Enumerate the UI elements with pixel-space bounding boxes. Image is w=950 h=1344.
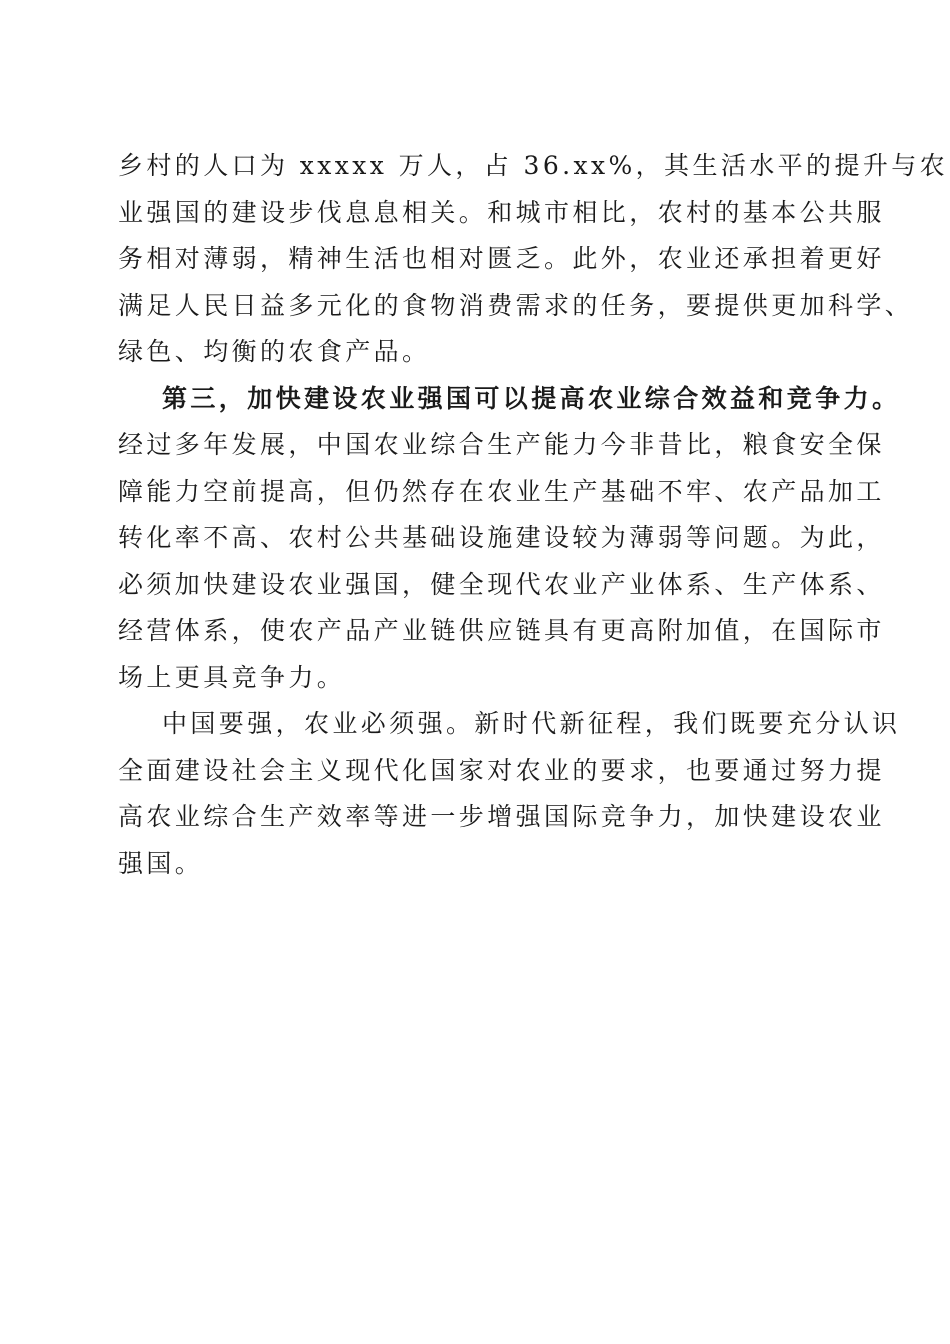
paragraph-rural-population	[118, 143, 949, 376]
paragraph-line: 务相对薄弱，精神生活也相对匮乏。此外，农业还承担着更好	[118, 244, 885, 273]
paragraph-line: 全面建设社会主义现代化国家对农业的要求，也要通过努力提	[118, 755, 885, 785]
paragraph-line: 必须加快建设农业强国，健全现代农业产业体系、生产体系、	[118, 569, 885, 599]
paragraph-line: 业强国的建设步伐息息相关。和城市相比，农村的基本公共服	[118, 197, 885, 227]
document-body	[118, 143, 949, 887]
paragraph-line: 经营体系，使农产品产业链供应链具有更高附加值，在国际市	[118, 616, 885, 645]
paragraph-line: 乡村的人口为 xxxxx 万人，占 36.xx%，其生活水平的提升与农	[118, 151, 949, 180]
paragraph-line: 转化率不高、农村公共基础设施建设较为薄弱等问题。为此，	[118, 523, 885, 552]
paragraph-line: 绿色、均衡的农食产品。	[118, 337, 431, 366]
paragraph-line: 经过多年发展，中国农业综合生产能力今非昔比，粮食安全保	[118, 430, 885, 459]
paragraph-line: 中国要强，农业必须强。新时代新征程，我们既要充分认识	[162, 709, 901, 738]
paragraph-third-point	[118, 376, 901, 702]
paragraph-line: 障能力空前提高，但仍然存在农业生产基础不牢、农产品加工	[118, 476, 885, 506]
paragraph-conclusion	[118, 701, 901, 887]
paragraph-line: 强国。	[118, 848, 204, 878]
paragraph-line: 场上更具竞争力。	[118, 662, 346, 692]
paragraph-line: 满足人民日益多元化的食物消费需求的任务，要提供更加科学、	[118, 290, 914, 320]
paragraph-line: 高农业综合生产效率等进一步增强国际竞争力，加快建设农业	[118, 802, 885, 831]
paragraph-heading: 第三，加快建设农业强国可以提高农业综合效益和竞争力。	[162, 383, 901, 413]
